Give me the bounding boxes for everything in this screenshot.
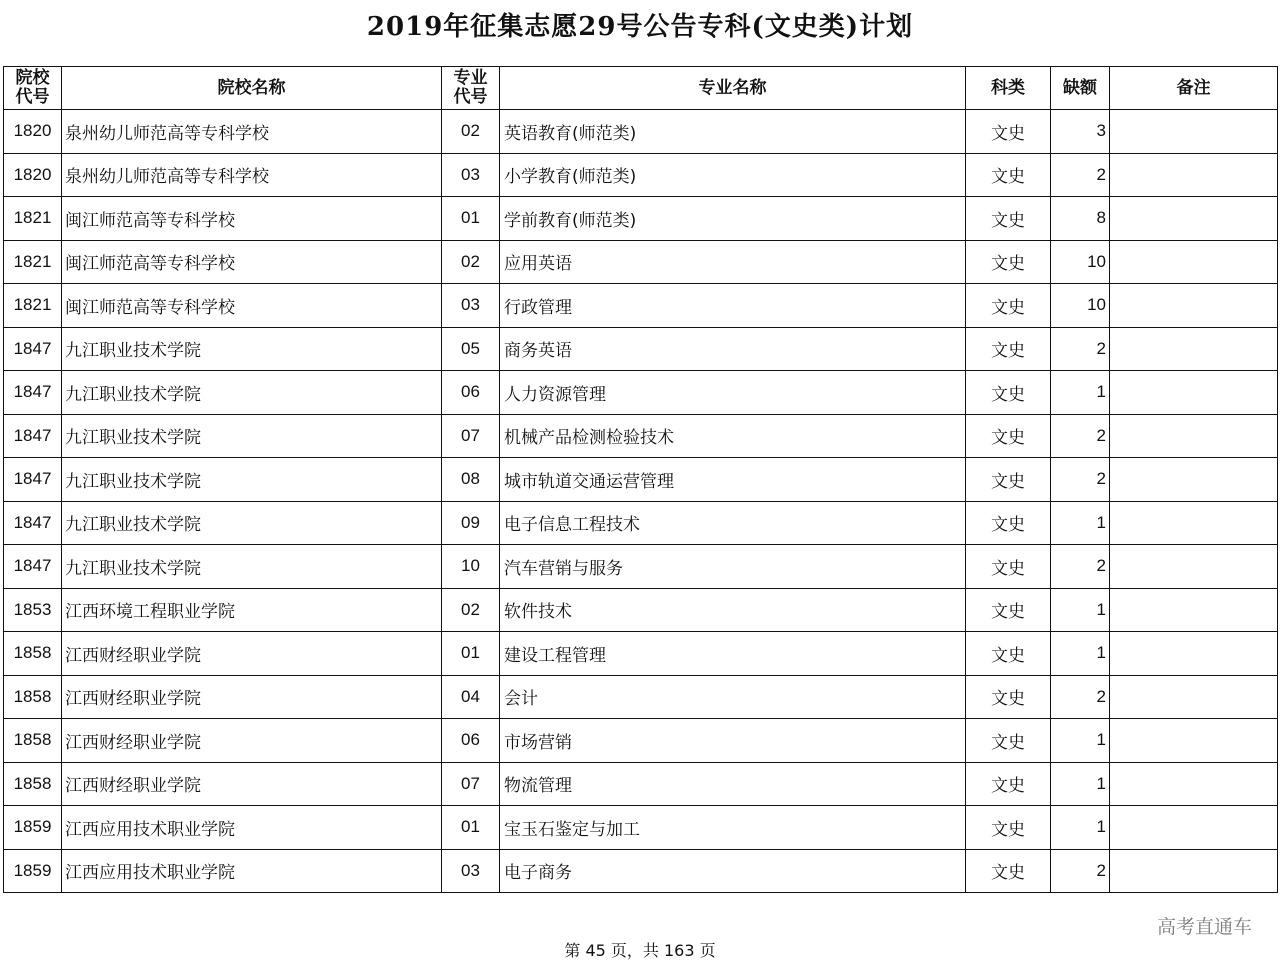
- cell-school-code: 1847: [4, 414, 62, 458]
- table-row: [4, 675, 1278, 719]
- cell-vacancy: 2: [1051, 414, 1110, 458]
- cell-vacancy: 2: [1051, 458, 1110, 502]
- cell-major-code: 10: [442, 545, 500, 589]
- cell-school-name: 江西财经职业学院: [62, 719, 442, 763]
- cell-category: 文史: [966, 501, 1051, 545]
- watermark: 高考直通车: [1156, 916, 1252, 938]
- header-vacancy: 缺额: [1051, 67, 1110, 110]
- cell-remark: [1110, 806, 1278, 850]
- cell-remark: [1110, 327, 1278, 371]
- table-row: [4, 588, 1278, 632]
- cell-major-name: 市场营销: [500, 719, 966, 763]
- cell-vacancy: 2: [1051, 153, 1110, 197]
- cell-remark: [1110, 675, 1278, 719]
- table-row: [4, 240, 1278, 284]
- cell-category: 文史: [966, 762, 1051, 806]
- table-row: [4, 371, 1278, 415]
- cell-major-name: 电子信息工程技术: [500, 501, 966, 545]
- cell-vacancy: 2: [1051, 327, 1110, 371]
- cell-remark: [1110, 371, 1278, 415]
- header-school-code-line2: 代号: [15, 87, 50, 107]
- cell-school-name: 泉州幼儿师范高等专科学校: [62, 110, 442, 154]
- cell-school-name: 江西应用技术职业学院: [62, 806, 442, 850]
- cell-major-name: 商务英语: [500, 327, 966, 371]
- cell-major-name: 学前教育(师范类): [500, 197, 966, 241]
- cell-school-name: 闽江师范高等专科学校: [62, 197, 442, 241]
- cell-major-code: 02: [442, 588, 500, 632]
- cell-major-code: 02: [442, 240, 500, 284]
- cell-school-code: 1820: [4, 110, 62, 154]
- table-row: [4, 545, 1278, 589]
- cell-remark: [1110, 632, 1278, 676]
- cell-category: 文史: [966, 110, 1051, 154]
- cell-school-code: 1859: [4, 806, 62, 850]
- cell-major-code: 07: [442, 762, 500, 806]
- cell-vacancy: 1: [1051, 632, 1110, 676]
- cell-major-name: 应用英语: [500, 240, 966, 284]
- cell-category: 文史: [966, 284, 1051, 328]
- header-major-name: 专业名称: [500, 67, 966, 110]
- cell-vacancy: 2: [1051, 849, 1110, 893]
- cell-school-name: 闽江师范高等专科学校: [62, 284, 442, 328]
- cell-major-name: 物流管理: [500, 762, 966, 806]
- cell-vacancy: 1: [1051, 762, 1110, 806]
- table-row: [4, 197, 1278, 241]
- cell-vacancy: 2: [1051, 545, 1110, 589]
- cell-category: 文史: [966, 153, 1051, 197]
- header-major-code: [442, 67, 500, 110]
- admission-plan-table: [3, 66, 1278, 893]
- cell-school-code: 1858: [4, 675, 62, 719]
- cell-school-name: 九江职业技术学院: [62, 371, 442, 415]
- cell-category: 文史: [966, 240, 1051, 284]
- cell-school-code: 1859: [4, 849, 62, 893]
- table-row: [4, 719, 1278, 763]
- cell-school-code: 1858: [4, 762, 62, 806]
- cell-major-name: 宝玉石鉴定与加工: [500, 806, 966, 850]
- cell-school-code: 1821: [4, 284, 62, 328]
- header-school-code-line1: 院校: [15, 68, 50, 88]
- header-remark: 备注: [1110, 67, 1278, 110]
- cell-vacancy: 1: [1051, 719, 1110, 763]
- table-row: [4, 327, 1278, 371]
- cell-school-code: 1847: [4, 458, 62, 502]
- cell-vacancy: 2: [1051, 675, 1110, 719]
- cell-vacancy: 10: [1051, 240, 1110, 284]
- cell-school-name: 江西应用技术职业学院: [62, 849, 442, 893]
- cell-school-code: 1820: [4, 153, 62, 197]
- cell-school-name: 九江职业技术学院: [62, 545, 442, 589]
- table-row: [4, 501, 1278, 545]
- cell-major-code: 08: [442, 458, 500, 502]
- cell-category: 文史: [966, 849, 1051, 893]
- header-school-code: [4, 67, 62, 110]
- cell-remark: [1110, 501, 1278, 545]
- cell-school-name: 江西财经职业学院: [62, 632, 442, 676]
- cell-major-name: 建设工程管理: [500, 632, 966, 676]
- cell-school-code: 1847: [4, 371, 62, 415]
- cell-vacancy: 1: [1051, 501, 1110, 545]
- table-row: [4, 153, 1278, 197]
- cell-vacancy: 10: [1051, 284, 1110, 328]
- cell-remark: [1110, 414, 1278, 458]
- cell-major-name: 城市轨道交通运营管理: [500, 458, 966, 502]
- cell-school-name: 闽江师范高等专科学校: [62, 240, 442, 284]
- cell-remark: [1110, 849, 1278, 893]
- cell-remark: [1110, 240, 1278, 284]
- cell-major-code: 07: [442, 414, 500, 458]
- cell-major-code: 09: [442, 501, 500, 545]
- cell-major-code: 01: [442, 632, 500, 676]
- cell-school-name: 九江职业技术学院: [62, 414, 442, 458]
- cell-school-name: 江西财经职业学院: [62, 762, 442, 806]
- cell-category: 文史: [966, 806, 1051, 850]
- cell-school-code: 1847: [4, 545, 62, 589]
- cell-major-code: 04: [442, 675, 500, 719]
- cell-major-code: 03: [442, 849, 500, 893]
- cell-remark: [1110, 284, 1278, 328]
- cell-school-code: 1821: [4, 240, 62, 284]
- cell-remark: [1110, 588, 1278, 632]
- table-row: [4, 458, 1278, 502]
- cell-category: 文史: [966, 414, 1051, 458]
- table-row: [4, 849, 1278, 893]
- table-row: [4, 806, 1278, 850]
- cell-category: 文史: [966, 327, 1051, 371]
- cell-category: 文史: [966, 675, 1051, 719]
- cell-school-code: 1858: [4, 719, 62, 763]
- cell-remark: [1110, 153, 1278, 197]
- cell-remark: [1110, 545, 1278, 589]
- cell-school-code: 1847: [4, 501, 62, 545]
- cell-school-name: 九江职业技术学院: [62, 458, 442, 502]
- table-row: [4, 284, 1278, 328]
- cell-category: 文史: [966, 719, 1051, 763]
- cell-major-name: 汽车营销与服务: [500, 545, 966, 589]
- header-major-code-line1: 专业: [453, 68, 488, 88]
- cell-remark: [1110, 458, 1278, 502]
- cell-major-code: 03: [442, 153, 500, 197]
- cell-major-name: 机械产品检测检验技术: [500, 414, 966, 458]
- cell-school-code: 1847: [4, 327, 62, 371]
- header-school-name: 院校名称: [62, 67, 442, 110]
- cell-vacancy: 1: [1051, 371, 1110, 415]
- cell-remark: [1110, 197, 1278, 241]
- cell-major-code: 05: [442, 327, 500, 371]
- cell-vacancy: 8: [1051, 197, 1110, 241]
- cell-vacancy: 3: [1051, 110, 1110, 154]
- cell-major-code: 03: [442, 284, 500, 328]
- cell-major-name: 会计: [500, 675, 966, 719]
- table-row: [4, 414, 1278, 458]
- cell-category: 文史: [966, 632, 1051, 676]
- cell-vacancy: 1: [1051, 806, 1110, 850]
- cell-vacancy: 1: [1051, 588, 1110, 632]
- cell-school-code: 1858: [4, 632, 62, 676]
- cell-major-code: 02: [442, 110, 500, 154]
- table-row: [4, 762, 1278, 806]
- header-category: 科类: [966, 67, 1051, 110]
- cell-major-name: 英语教育(师范类): [500, 110, 966, 154]
- cell-remark: [1110, 110, 1278, 154]
- cell-remark: [1110, 762, 1278, 806]
- cell-major-code: 01: [442, 806, 500, 850]
- table-row: [4, 110, 1278, 154]
- cell-school-code: 1853: [4, 588, 62, 632]
- cell-major-code: 01: [442, 197, 500, 241]
- cell-major-name: 小学教育(师范类): [500, 153, 966, 197]
- cell-school-name: 九江职业技术学院: [62, 327, 442, 371]
- cell-school-name: 九江职业技术学院: [62, 501, 442, 545]
- cell-category: 文史: [966, 371, 1051, 415]
- cell-school-name: 江西财经职业学院: [62, 675, 442, 719]
- cell-school-name: 泉州幼儿师范高等专科学校: [62, 153, 442, 197]
- cell-category: 文史: [966, 545, 1051, 589]
- table-header-row: [4, 67, 1278, 110]
- cell-remark: [1110, 719, 1278, 763]
- page-title: 2019年征集志愿29号公告专科(文史类)计划: [366, 12, 914, 42]
- cell-major-name: 电子商务: [500, 849, 966, 893]
- cell-major-name: 软件技术: [500, 588, 966, 632]
- cell-school-name: 江西环境工程职业学院: [62, 588, 442, 632]
- cell-major-code: 06: [442, 371, 500, 415]
- cell-category: 文史: [966, 197, 1051, 241]
- cell-school-code: 1821: [4, 197, 62, 241]
- cell-major-name: 人力资源管理: [500, 371, 966, 415]
- table-body: [4, 110, 1278, 893]
- page-footer: 第 45 页，共 163 页: [564, 941, 716, 960]
- cell-major-name: 行政管理: [500, 284, 966, 328]
- header-major-code-line2: 代号: [453, 87, 488, 107]
- cell-major-code: 06: [442, 719, 500, 763]
- cell-category: 文史: [966, 458, 1051, 502]
- cell-category: 文史: [966, 588, 1051, 632]
- table-row: [4, 632, 1278, 676]
